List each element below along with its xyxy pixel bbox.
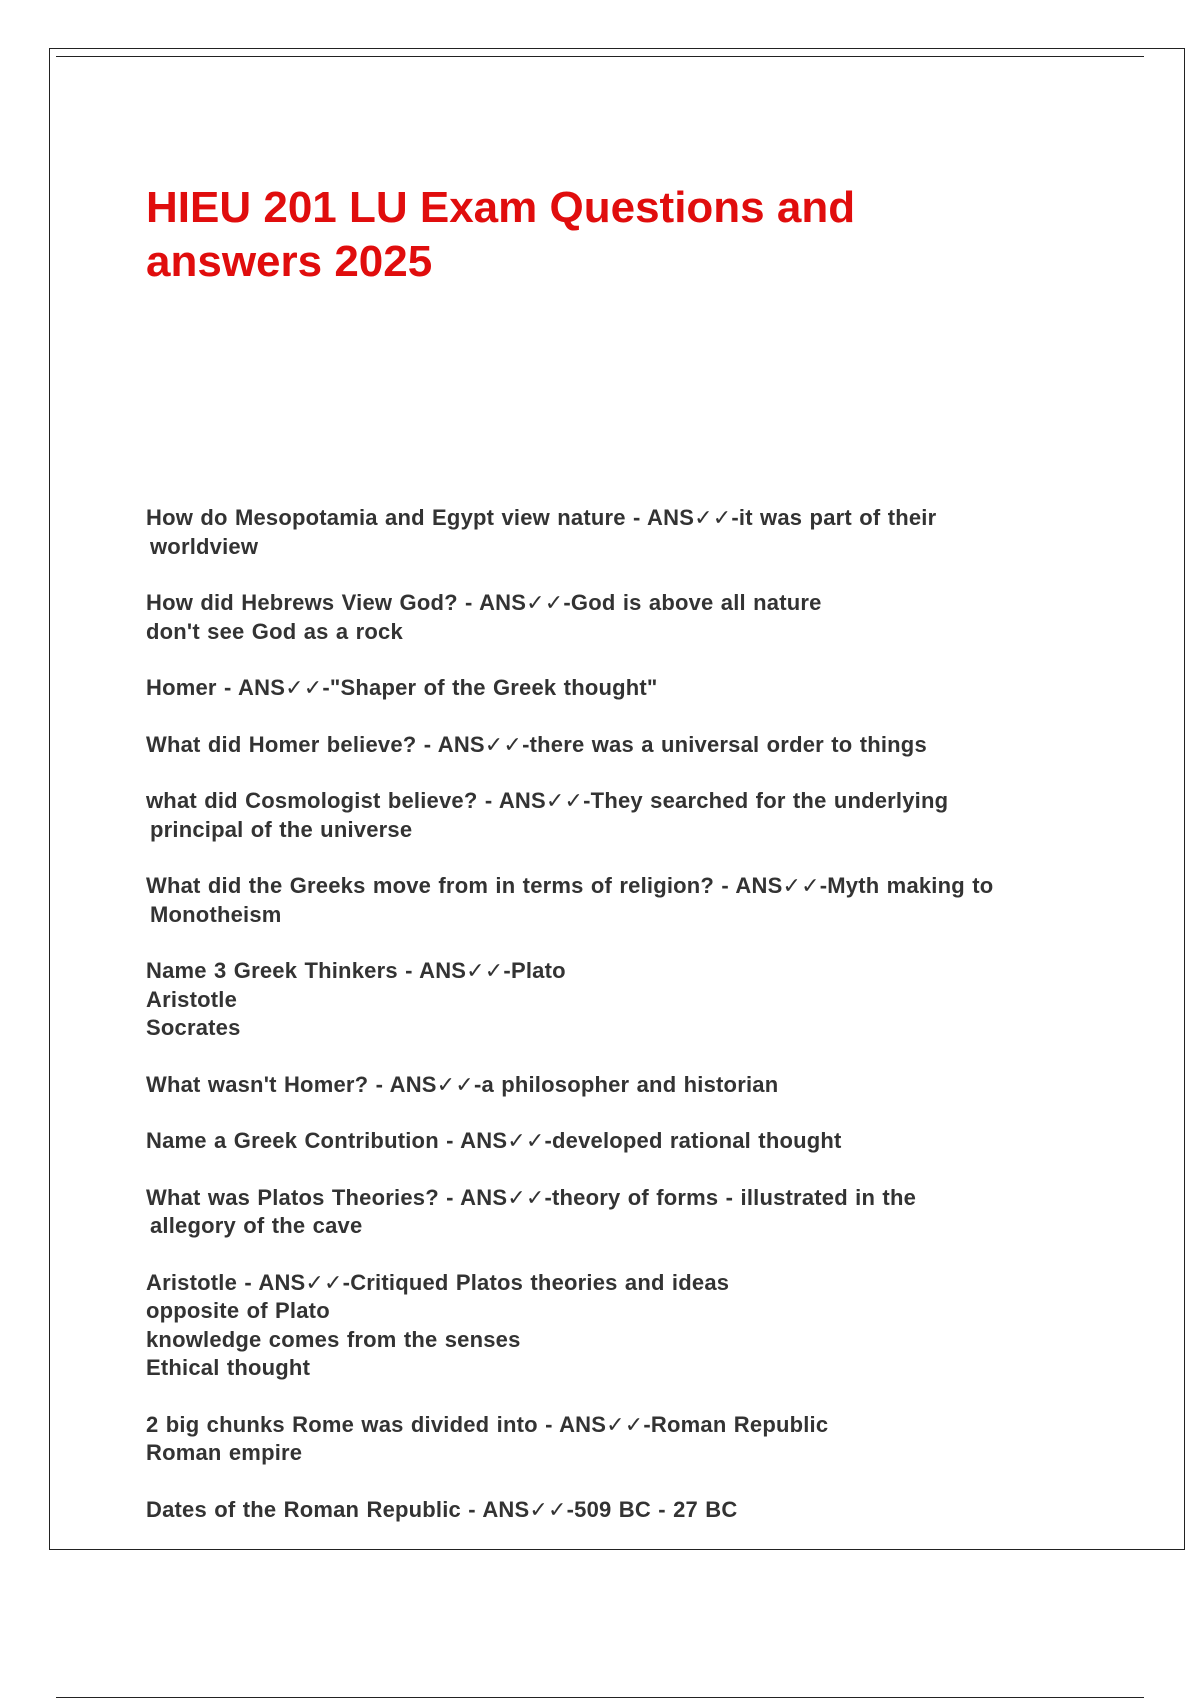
qa-answer-continuation: Aristotle: [146, 986, 238, 1012]
qa-answer-continuation: principal of the universe: [150, 816, 413, 842]
qa-item: [146, 1127, 1146, 1156]
qa-question-line: Dates of the Roman Republic - ANS✓✓-509 BC - 27 BC: [146, 1496, 738, 1522]
qa-item: [146, 589, 1146, 646]
page-frame: [49, 48, 1185, 1550]
qa-answer-continuation: Socrates: [146, 1015, 241, 1040]
qa-question-line: What was Platos Theories? - ANS✓✓-theory of forms - illustrated in the: [146, 1184, 917, 1210]
qa-item: [146, 872, 1146, 929]
qa-question-line: Aristotle - ANS✓✓-Critiqued Platos theories and ideas: [146, 1269, 730, 1295]
title-line-2: answers 2025: [146, 237, 433, 286]
qa-answer-continuation: opposite of Plato: [146, 1298, 330, 1323]
page-title: [146, 181, 1046, 289]
qa-item: [146, 1411, 1146, 1468]
qa-question-line: What did the Greeks move from in terms of religion? - ANS✓✓-Myth making to: [146, 873, 994, 898]
qa-item: [146, 1184, 1146, 1241]
qa-question-line: How do Mesopotamia and Egypt view nature - ANS✓✓-it was part of their: [146, 505, 937, 530]
qa-item: [146, 504, 1146, 561]
title-line-1: HIEU 201 LU Exam Questions and: [146, 183, 856, 232]
qa-answer-continuation: don't see God as a rock: [146, 618, 403, 644]
qa-item: [146, 1496, 1146, 1525]
qa-question-line: Name a Greek Contribution - ANS✓✓-developed rational thought: [146, 1128, 842, 1153]
qa-question-line: What wasn't Homer? - ANS✓✓-a philosopher and historian: [146, 1071, 779, 1097]
qa-question-line: Name 3 Greek Thinkers - ANS✓✓-Plato: [146, 958, 566, 983]
qa-answer-continuation: knowledge comes from the senses: [146, 1326, 521, 1352]
qa-question-line: How did Hebrews View God? - ANS✓✓-God is above all nature: [146, 590, 822, 615]
qa-item: [146, 1071, 1146, 1100]
qa-question-line: What did Homer believe? - ANS✓✓-there was a universal order to things: [146, 731, 927, 757]
qa-question-line: Homer - ANS✓✓-"Shaper of the Greek thought": [146, 675, 658, 700]
qa-answer-continuation: Monotheism: [150, 901, 282, 927]
qa-answer-continuation: Roman empire: [146, 1440, 303, 1465]
qa-list: [146, 504, 1146, 1550]
qa-item: [146, 731, 1146, 760]
qa-item: [146, 1269, 1146, 1383]
qa-answer-continuation: allegory of the cave: [150, 1213, 363, 1238]
qa-answer-continuation: worldview: [150, 533, 259, 559]
bottom-rule: [56, 1697, 1144, 1698]
qa-answer-continuation: Ethical thought: [146, 1355, 311, 1380]
qa-item: [146, 957, 1146, 1043]
qa-question-line: what did Cosmologist believe? - ANS✓✓-They searched for the underlying: [146, 788, 949, 813]
qa-question-line: 2 big chunks Rome was divided into - ANS✓✓-Roman Republic: [146, 1411, 829, 1437]
qa-item: [146, 787, 1146, 844]
qa-item: [146, 674, 1146, 703]
